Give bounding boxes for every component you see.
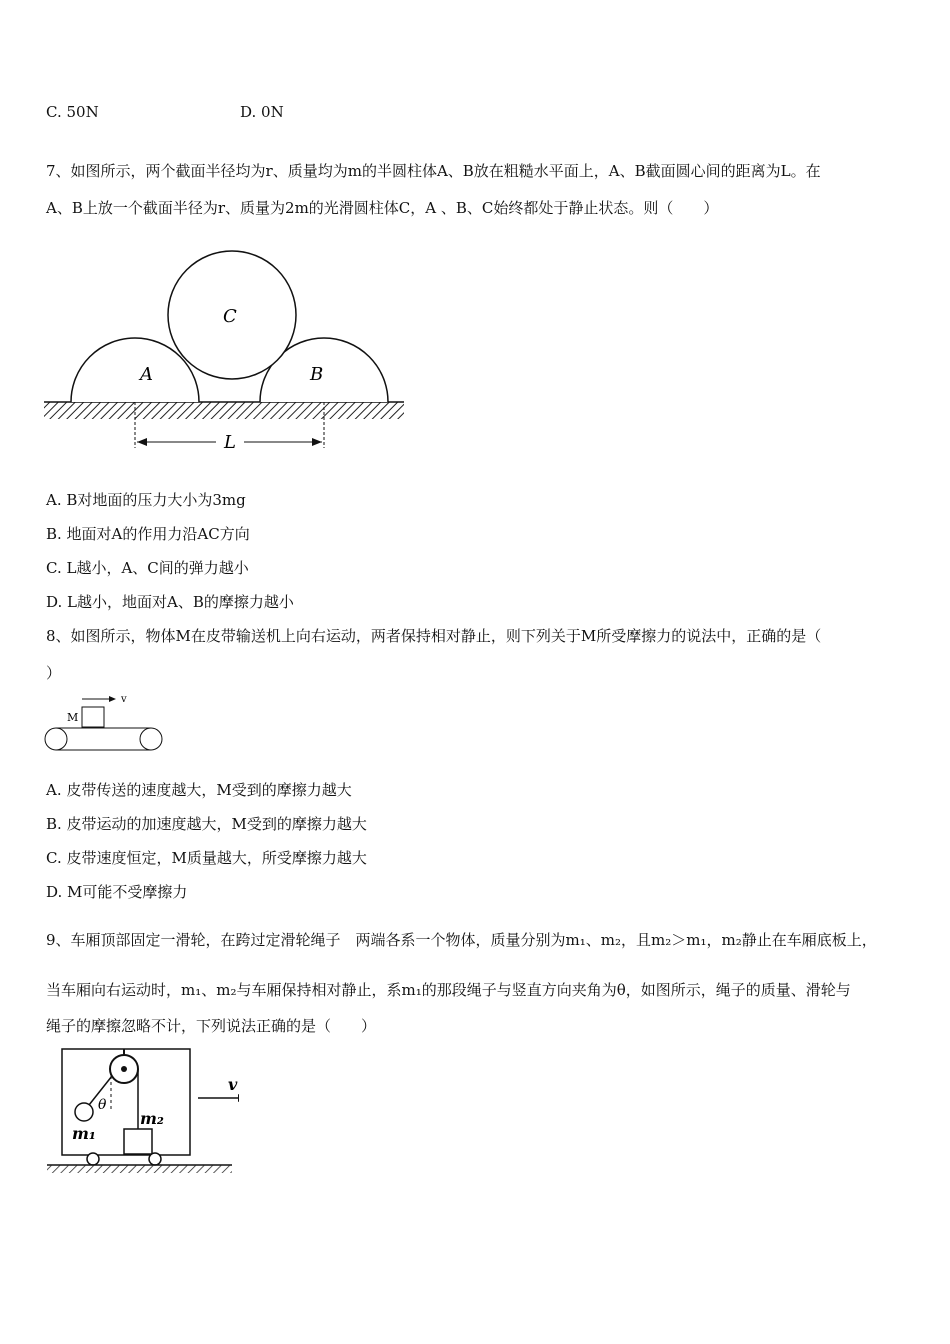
ground-hatch bbox=[47, 1165, 232, 1173]
label-v: v bbox=[228, 1075, 238, 1094]
roller-left bbox=[45, 728, 67, 750]
q6-option-d: D. 0N bbox=[240, 103, 284, 121]
label-c: C bbox=[223, 306, 237, 327]
label-m2: m₂ bbox=[140, 1109, 164, 1128]
q7-option-d: D. L越小，地面对A、B的摩擦力越小 bbox=[46, 593, 294, 611]
q9-stem-line3: 绳子的摩擦忽略不计，下列说法正确的是（ ） bbox=[46, 1017, 377, 1035]
q7-figure-cylinders bbox=[40, 250, 410, 455]
label-b: B bbox=[310, 364, 324, 385]
mass-m1 bbox=[75, 1103, 93, 1121]
q8-stem-line2: ） bbox=[46, 664, 62, 682]
q6-option-c: C. 50N bbox=[46, 103, 99, 121]
velocity-arrow-icon bbox=[238, 1094, 239, 1102]
q8-figure-conveyor bbox=[42, 690, 167, 754]
q8-stem-line1: 8、如图所示，物体M在皮带输送机上向右运动，两者保持相对静止，则下列关于M所受摩擦力的说法中，正确的是（ bbox=[46, 627, 822, 645]
wheel-left bbox=[87, 1153, 99, 1165]
label-v: v bbox=[121, 694, 127, 705]
wheel-right bbox=[149, 1153, 161, 1165]
label-l: L bbox=[224, 432, 236, 453]
label-a: A bbox=[140, 364, 153, 385]
ground-hatch bbox=[44, 402, 404, 419]
q7-stem-line2: A、B上放一个截面半径为r、质量为2m的光滑圆柱体C，A 、B、C始终都处于静止状态。则（ ） bbox=[46, 199, 719, 217]
q7-option-b: B. 地面对A的作用力沿AC方向 bbox=[46, 525, 250, 543]
q8-option-c: C. 皮带速度恒定，M质量越大，所受摩擦力越大 bbox=[46, 849, 367, 867]
block-m bbox=[82, 707, 104, 727]
mass-m2 bbox=[124, 1129, 152, 1154]
label-m: M bbox=[67, 711, 79, 724]
pulley-axle bbox=[121, 1066, 127, 1072]
q7-stem-line1: 7、如图所示，两个截面半径均为r、质量均为m的半圆柱体A、B放在粗糙水平面上，A、B截面圆心间的距离为L。在 bbox=[46, 162, 821, 180]
q7-option-a: A. B对地面的压力大小为3mg bbox=[46, 491, 246, 509]
q8-option-d: D. M可能不受摩擦力 bbox=[46, 883, 188, 901]
q9-stem-line2: 当车厢向右运动时，m₁、m₂与车厢保持相对静止，系m₁的那段绳子与竖直方向夹角为θ，如图所示，绳子的质量、滑轮与 bbox=[46, 981, 851, 999]
dim-arrow-left-icon bbox=[137, 438, 147, 446]
q8-option-a: A. 皮带传送的速度越大，M受到的摩擦力越大 bbox=[46, 781, 352, 799]
q7-option-c: C. L越小，A、C间的弹力越小 bbox=[46, 559, 249, 577]
q9-figure-carriage bbox=[44, 1045, 239, 1177]
dim-arrow-right-icon bbox=[312, 438, 322, 446]
label-theta: θ bbox=[98, 1097, 107, 1113]
label-m1: m₁ bbox=[72, 1124, 96, 1143]
velocity-arrow-icon bbox=[109, 696, 116, 702]
roller-right bbox=[140, 728, 162, 750]
q8-option-b: B. 皮带运动的加速度越大，M受到的摩擦力越大 bbox=[46, 815, 367, 833]
q9-stem-line1: 9、车厢顶部固定一滑轮，在跨过定滑轮绳子 两端各系一个物体，质量分别为m₁、m₂，且m₂＞m₁，m₂静止在车厢底板上， bbox=[46, 931, 877, 949]
